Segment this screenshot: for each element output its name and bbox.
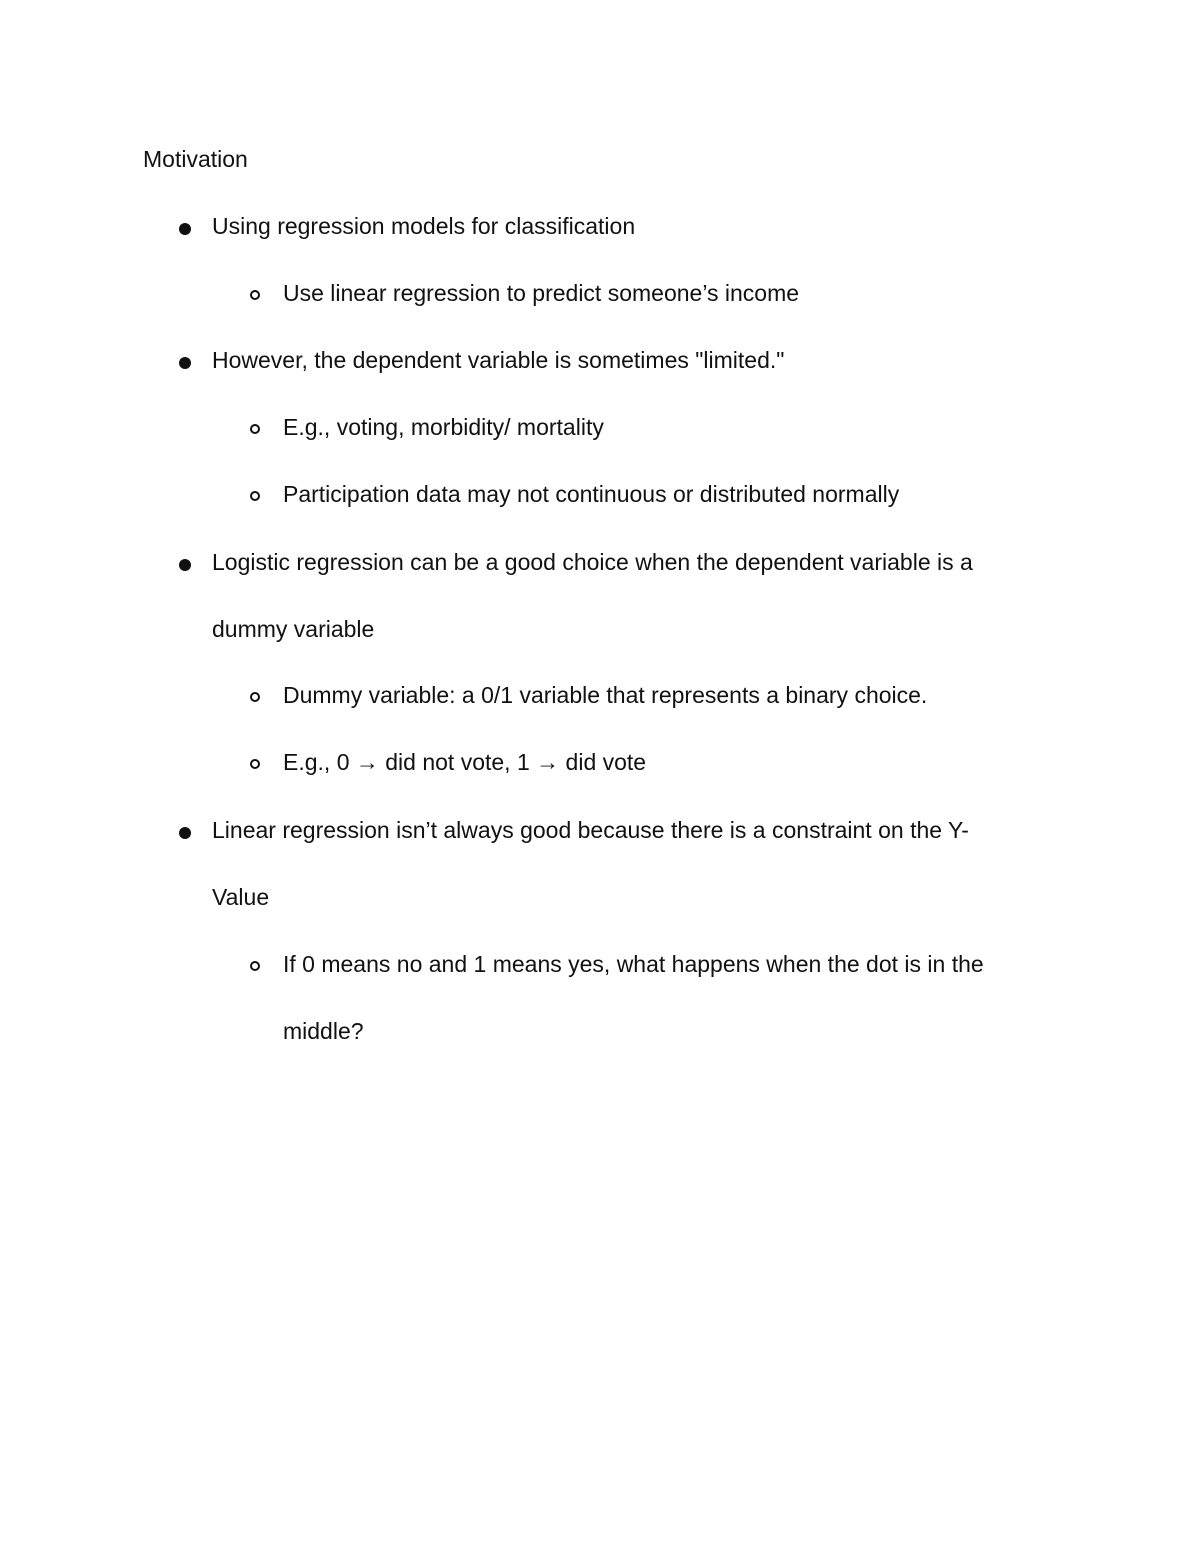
sub-list-item: Participation data may not continuous or distributed normally <box>283 481 900 507</box>
sub-list-item: Use linear regression to predict someone’s income <box>283 280 800 306</box>
bullet-icon <box>179 357 191 369</box>
list-item-continuation: dummy variable <box>212 616 375 642</box>
sub-list-item: If 0 means no and 1 means yes, what happens when the dot is in the <box>283 951 984 977</box>
sub-list-item-continuation: middle? <box>283 1018 364 1044</box>
sub-list-item: E.g., voting, morbidity/ mortality <box>283 414 604 440</box>
sub-bullet-icon <box>250 491 260 501</box>
sub-bullet-icon <box>250 692 260 702</box>
bullet-icon <box>179 559 191 571</box>
sub-bullet-icon <box>250 290 260 300</box>
list-item: Linear regression isn’t always good because there is a constraint on the Y- <box>212 817 969 843</box>
bullet-icon <box>179 223 191 235</box>
list-item: However, the dependent variable is sometimes "limited." <box>212 347 785 373</box>
sub-bullet-icon <box>250 759 260 769</box>
page-title: Motivation <box>143 146 248 172</box>
sub-bullet-icon <box>250 424 260 434</box>
list-item: Logistic regression can be a good choice when the dependent variable is a <box>212 549 973 575</box>
list-item: Using regression models for classification <box>212 213 636 239</box>
sub-bullet-icon <box>250 961 260 971</box>
bullet-icon <box>179 827 191 839</box>
sub-list-item: E.g., 0 → did not vote, 1 → did vote <box>283 749 647 775</box>
list-item-continuation: Value <box>212 884 270 910</box>
sub-list-item: Dummy variable: a 0/1 variable that represents a binary choice. <box>283 682 928 708</box>
